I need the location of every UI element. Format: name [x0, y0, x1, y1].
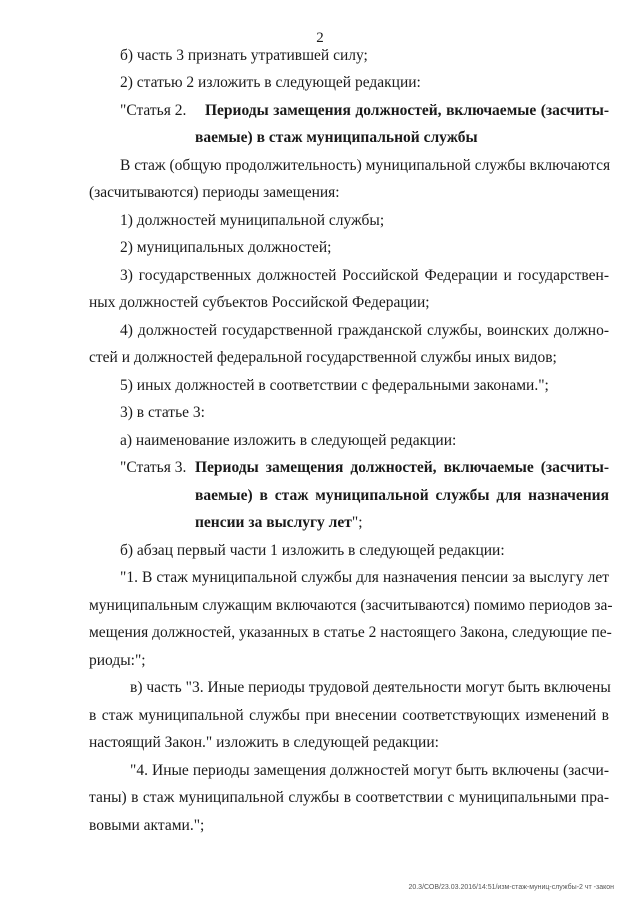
paragraph-line: таны) в стаж муниципальной службы в соответствии с муниципальными пра- [89, 789, 609, 806]
quote-close: "; [351, 514, 363, 531]
paragraph-line: "4. Иные периоды замещения должностей могут быть включены (засчи- [130, 762, 609, 779]
list-item: 2) муниципальных должностей; [120, 239, 332, 256]
text-line: б) часть 3 признать утратившей силу; [120, 47, 368, 64]
article-3-title: пенсии за выслугу лет [195, 514, 352, 531]
list-item: 4) должностей государственной гражданской службы, воинских должно- [120, 322, 609, 339]
article-2-title: ваемые) в стаж муниципальной службы [195, 129, 478, 146]
paragraph-line: в стаж муниципальной службы при внесении соответствующих изменений в [89, 707, 609, 724]
text-line: а) наименование изложить в следующей редакции: [120, 432, 457, 449]
paragraph-line: В стаж (общую продолжительность) муниципальной службы включаются [120, 157, 611, 174]
paragraph-line: вовыми актами."; [89, 817, 205, 834]
paragraph-line: мещения должностей, указанных в статье 2 настоящего Закона, следующие пе- [89, 624, 612, 641]
article-3-title: ваемые) в стаж муниципальной службы для назначения [195, 487, 609, 504]
paragraph-line: муниципальным служащим включаются (засчитываются) помимо периодов за- [89, 597, 613, 614]
paragraph-line: (засчитываются) периоды замещения: [89, 184, 340, 201]
document-footer: 20.3/СОВ/23.03.2016/14:51/изм-стаж-муниц-службы-2 чт -закон [408, 884, 614, 891]
text-line: б) абзац первый части 1 изложить в следующей редакции: [120, 542, 505, 559]
list-item: 1) должностей муниципальной службы; [120, 212, 385, 229]
paragraph-line: настоящий Закон." изложить в следующей редакции: [89, 734, 439, 751]
paragraph-line: "1. В стаж муниципальной службы для назначения пенсии за выслугу лет [120, 569, 609, 586]
paragraph-line: риоды:"; [89, 652, 146, 669]
article-3-title: Периоды замещения должностей, включаемые (засчиты- [195, 459, 609, 476]
paragraph-line: в) часть "3. Иные периоды трудовой деятельности могут быть включены [130, 679, 611, 696]
text-line: 3) в статье 3: [120, 404, 205, 421]
list-item: 5) иных должностей в соответствии с федеральными законами."; [120, 377, 549, 394]
list-item: стей и должностей федеральной государственной службы иных видов; [89, 349, 557, 366]
text-line: 2) статью 2 изложить в следующей редакции: [120, 74, 421, 91]
article-2-prefix: "Статья 2. [120, 102, 187, 119]
list-item: ных должностей субъектов Российской Федерации; [89, 294, 430, 311]
page-number: 2 [316, 30, 324, 46]
list-item: 3) государственных должностей Российской Федерации и государствен- [120, 267, 609, 284]
article-3-prefix: "Статья 3. [120, 459, 187, 476]
article-2-title: Периоды замещения должностей, включаемые (засчиты- [205, 102, 609, 119]
